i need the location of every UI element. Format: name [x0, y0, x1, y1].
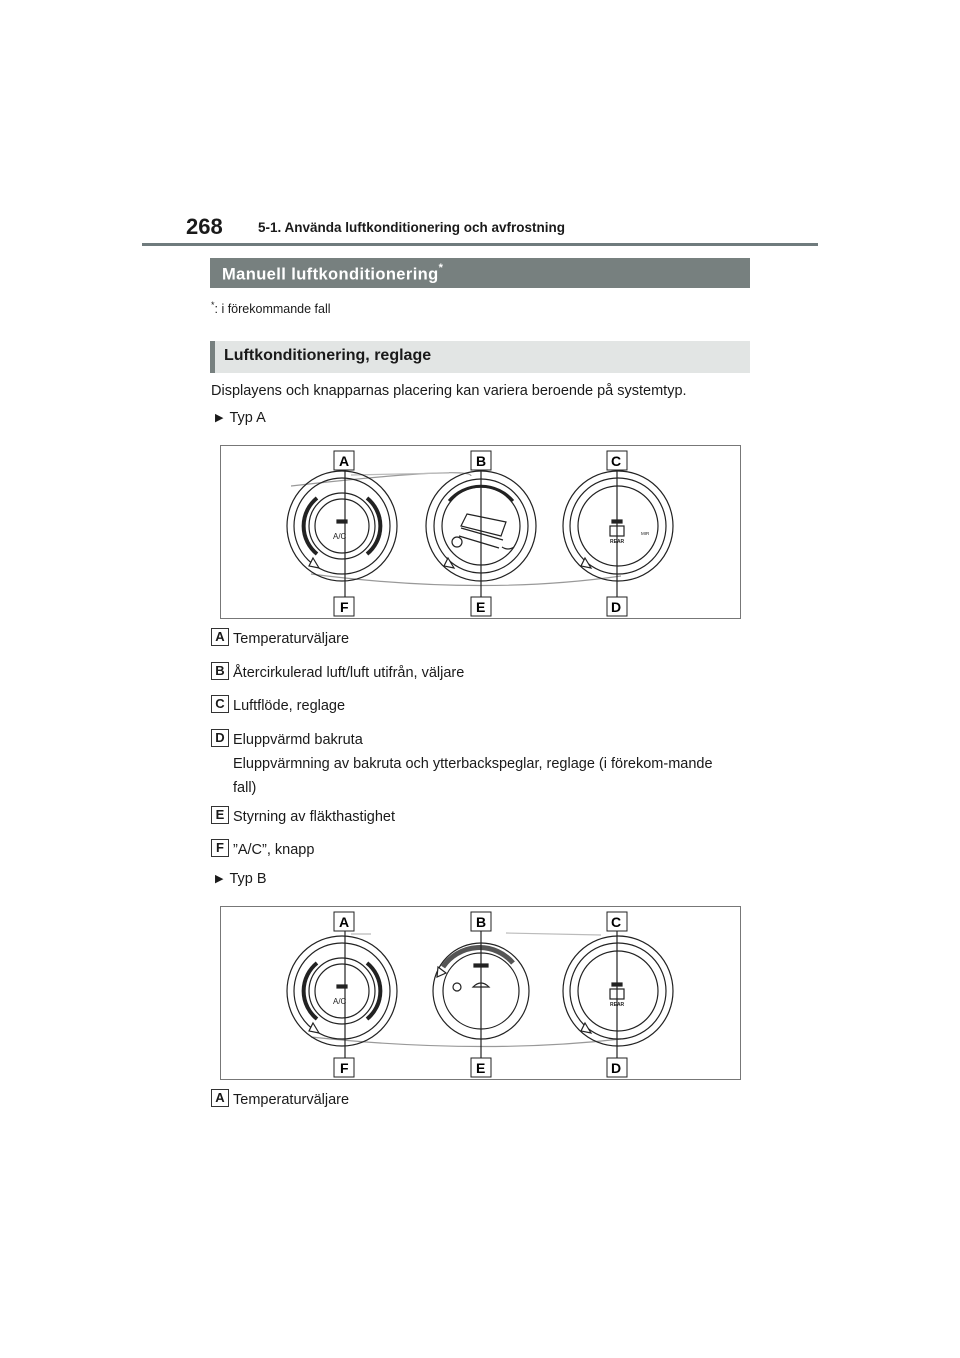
temperature-knob — [287, 471, 397, 581]
figure-type-a — [220, 445, 741, 619]
legend-badge: A — [211, 1089, 229, 1107]
ac-knob-label: A/C — [333, 532, 347, 541]
legend-badge: A — [211, 628, 229, 646]
figure-badge-c: C — [611, 914, 622, 930]
figure-badges-bottom — [334, 1058, 627, 1077]
legend-item-d — [211, 728, 363, 752]
section-heading-text: Manuell luftkonditionering — [222, 265, 439, 284]
figure-badges-bottom — [334, 597, 627, 616]
subsection-heading: Luftkonditionering, reglage — [210, 341, 750, 373]
legend-badge: F — [211, 839, 229, 857]
figure-badge-f: F — [340, 1060, 349, 1076]
figure-badge-b: B — [476, 914, 487, 930]
legend-text: Styrning av fläkthastighet — [233, 809, 396, 826]
mirror-defrost-label: MIR — [641, 531, 650, 536]
legend-item-c — [211, 694, 345, 718]
figure-badge-d: D — [611, 599, 622, 615]
figure-badge-e: E — [476, 1060, 486, 1076]
figure-badge-d: D — [611, 1060, 622, 1076]
type-a-text: Typ A — [229, 410, 266, 426]
page-number: 268 — [186, 214, 223, 239]
legend-item-b — [211, 661, 464, 685]
section-heading — [210, 258, 750, 288]
header-rule — [142, 243, 818, 246]
legend-item-e — [211, 805, 395, 829]
figure-badge-a: A — [339, 453, 350, 469]
figure-badge-b: B — [476, 453, 487, 469]
figure-badge-c: C — [611, 453, 622, 469]
legend-item-f — [211, 838, 314, 862]
rear-defrost-label: REAR — [610, 1002, 625, 1008]
figure-type-b — [220, 906, 741, 1080]
legend-text: Eluppvärmd bakruta — [233, 732, 363, 749]
legend-subtext-d: Eluppvärmning av bakruta och ytterbackspeglar, reglage (i förekom-mande fall) — [233, 756, 713, 796]
legend-text: Temperaturväljare — [233, 1092, 350, 1109]
legend-badge: C — [211, 695, 229, 713]
figure-badge-f: F — [340, 599, 349, 615]
legend-badge: E — [211, 806, 229, 824]
airflow-knob — [563, 471, 673, 581]
figure-badges-top — [334, 912, 627, 931]
type-b-text: Typ B — [229, 871, 267, 887]
legend-badge: B — [211, 662, 229, 680]
asterisk-marker: * — [438, 262, 444, 274]
footnote-text: : i förekommande fall — [214, 302, 331, 317]
running-header: 5-1. Använda luftkonditionering och avfrostning — [258, 220, 566, 235]
legend-item-a — [211, 627, 349, 651]
type-a-label — [215, 410, 266, 426]
control-panel-diagram-b — [221, 907, 740, 1079]
intro-paragraph: Displayens och knapparnas placering kan variera beroende på systemtyp. — [211, 383, 687, 399]
footnote-marker: * — [211, 300, 215, 310]
legend-text: Återcirkulerad luft/luft utifrån, väljare — [233, 665, 465, 682]
rear-defrost-label: REAR — [610, 539, 625, 545]
type-b-label — [215, 871, 267, 887]
footnote — [211, 300, 331, 316]
legend-badge: D — [211, 729, 229, 747]
arrow-right-icon: ▶ — [215, 873, 224, 885]
figure-badges-top — [334, 451, 627, 470]
figure-badge-e: E — [476, 599, 486, 615]
arrow-right-icon: ▶ — [215, 412, 224, 424]
temperature-knob — [287, 936, 397, 1046]
control-panel-diagram-a — [221, 446, 740, 618]
legend-text: Luftflöde, reglage — [233, 698, 346, 715]
ac-knob-label: A/C — [333, 997, 347, 1006]
legend-text: ”A/C”, knapp — [233, 842, 315, 859]
legend-item-a-type-b — [211, 1088, 349, 1112]
figure-badge-a: A — [339, 914, 350, 930]
legend-text: Temperaturväljare — [233, 631, 350, 648]
airflow-knob — [563, 936, 673, 1046]
